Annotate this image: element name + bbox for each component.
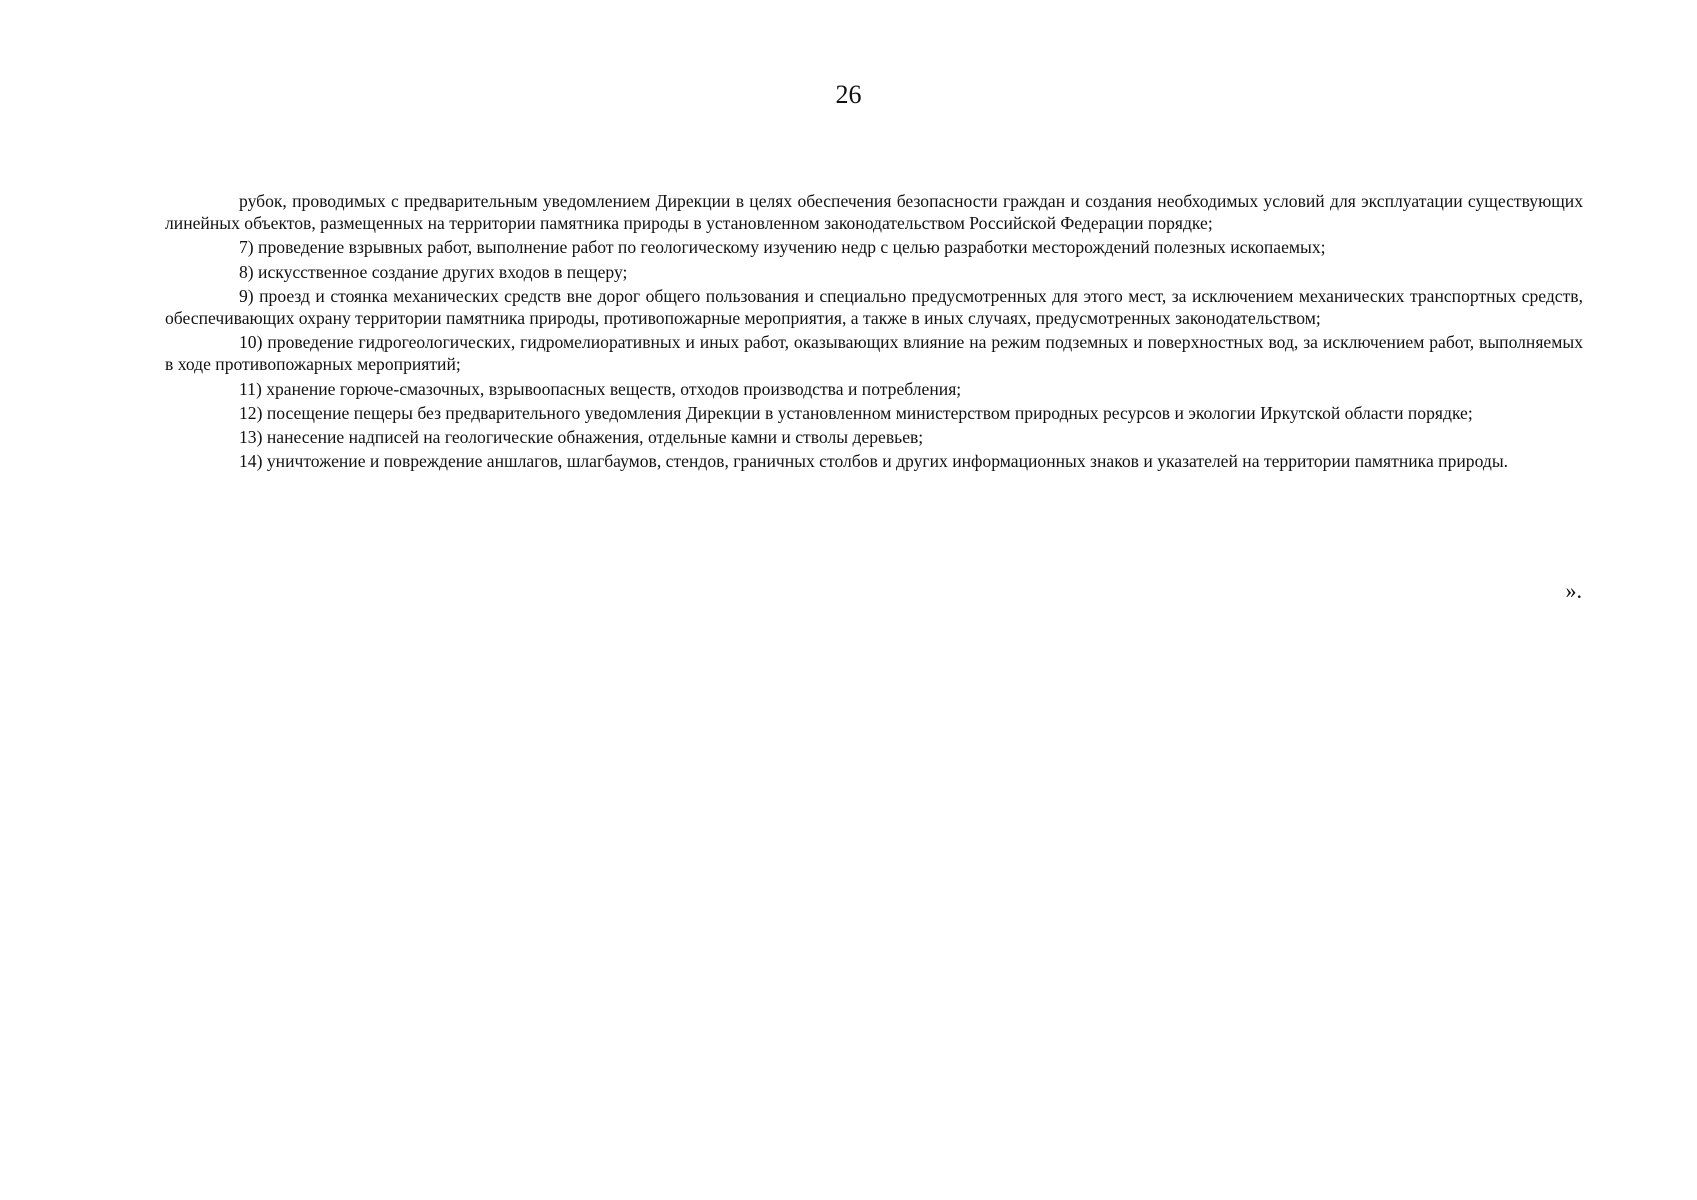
closing-quote-mark: ». bbox=[1565, 578, 1582, 603]
list-item-7: 7) проведение взрывных работ, выполнение работ по геологическому изучению недр с целью разработки месторождений полезных ископаемых; bbox=[239, 237, 1326, 258]
list-item-12: 12) посещение пещеры без предварительного уведомления Дирекции в установленном министерством природных ресурсов и экологии Иркутской области порядке; bbox=[239, 402, 1473, 423]
list-item-14: 14) уничтожение и повреждение аншлагов, шлагбаумов, стендов, граничных столбов и других информационных знаков и указателей на территории памятника природы. bbox=[239, 451, 1509, 472]
document-body bbox=[165, 190, 1583, 474]
page-number: 26 bbox=[835, 80, 862, 109]
list-item-13: 13) нанесение надписей на геологические обнажения, отдельные камни и стволы деревьев; bbox=[239, 427, 924, 448]
list-item-9: 9) проезд и стоянка механических средств вне дорог общего пользования и специально предусмотренных для этого мест, за исключением механических транспортных средств, обеспечивающих охрану территории памятника природы, противопожарные мероприятия, а также в иных случаях, предусмотренных законодательством; bbox=[165, 285, 1583, 329]
list-item-10: 10) проведение гидрогеологических, гидромелиоративных и иных работ, оказывающих влияние на режим подземных и поверхностных вод, за исключением работ, выполняемых в ходе противопожарных мероприятий; bbox=[165, 332, 1583, 375]
list-item-11: 11) хранение горюче-смазочных, взрывоопасных веществ, отходов производства и потребления; bbox=[239, 378, 962, 399]
paragraph-continuation: рубок, проводимых с предварительным уведомлением Дирекции в целях обеспечения безопасности граждан и создания необходимых условий для эксплуатации существующих линейных объектов, размещенных на территории памятника природы в установленном законодательством Российской Федерации порядке; bbox=[165, 191, 1583, 234]
list-item-8: 8) искусственное создание других входов в пещеру; bbox=[239, 261, 628, 282]
